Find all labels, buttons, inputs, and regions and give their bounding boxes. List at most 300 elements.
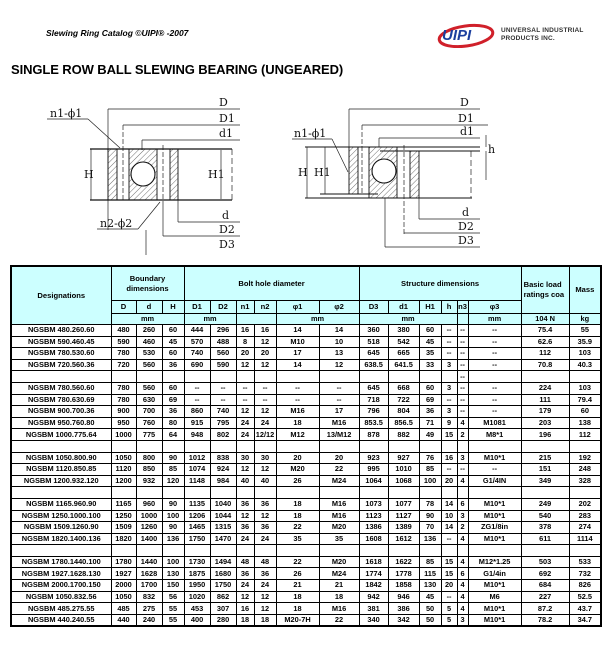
cell-value: -- bbox=[457, 406, 468, 418]
cell-value bbox=[254, 545, 276, 557]
cell-value: 111 bbox=[521, 394, 569, 406]
col-d: d bbox=[136, 301, 162, 314]
cell-value: 45 bbox=[419, 591, 441, 603]
cell-value: 1875 bbox=[184, 568, 210, 580]
cell-value: 45 bbox=[419, 336, 441, 348]
cell-value: 36 bbox=[236, 522, 254, 534]
cell-value: -- bbox=[457, 359, 468, 371]
cell-value: 4 bbox=[457, 591, 468, 603]
cell-designation: NGSBM 1050.800.90 bbox=[11, 452, 111, 464]
unit-structure: mm bbox=[359, 314, 457, 325]
cell-value: 950 bbox=[111, 417, 136, 429]
cell-value: 10 bbox=[319, 336, 359, 348]
unit-n3 bbox=[457, 314, 468, 325]
cell-value: 802 bbox=[210, 429, 236, 441]
cell-value bbox=[419, 371, 441, 383]
cell-value: -- bbox=[457, 394, 468, 406]
cell-value bbox=[441, 440, 457, 452]
cell-value: 283 bbox=[569, 510, 601, 522]
cell-value: 36 bbox=[162, 406, 184, 418]
cell-value: M20 bbox=[319, 556, 359, 568]
cell-value: 1010 bbox=[388, 464, 419, 476]
cell-value: 1612 bbox=[388, 533, 419, 545]
cell-value: 40 bbox=[236, 475, 254, 487]
cell-value: 12 bbox=[236, 510, 254, 522]
cell-value: 18 bbox=[276, 603, 319, 615]
cell-value: 40 bbox=[254, 475, 276, 487]
cell-value: 360 bbox=[359, 325, 388, 337]
header-designations: Designations bbox=[11, 266, 111, 325]
cell-value: 69 bbox=[162, 394, 184, 406]
cell-designation: NGSBM 1509.1260.90 bbox=[11, 522, 111, 534]
cell-value: 14 bbox=[276, 325, 319, 337]
cell-value bbox=[236, 487, 254, 499]
cell-value: 26 bbox=[276, 568, 319, 580]
cell-value bbox=[111, 487, 136, 499]
cell-value: 18 bbox=[276, 510, 319, 522]
cell-value: 850 bbox=[136, 464, 162, 476]
cell-value: 36 bbox=[419, 406, 441, 418]
cell-value bbox=[388, 545, 419, 557]
cell-value: M6 bbox=[468, 591, 521, 603]
table-row bbox=[11, 498, 601, 510]
cell-value: 1127 bbox=[388, 510, 419, 522]
cell-value: 1135 bbox=[184, 498, 210, 510]
cell-value bbox=[210, 440, 236, 452]
cell-value: 12 bbox=[254, 591, 276, 603]
cell-value: 20 bbox=[254, 348, 276, 360]
cell-value: 1123 bbox=[359, 510, 388, 522]
cell-value: 130 bbox=[162, 568, 184, 580]
cell-value: 249 bbox=[521, 498, 569, 510]
col-D: D bbox=[111, 301, 136, 314]
logo-line2: PRODUCTS INC. bbox=[501, 34, 555, 42]
cell-value bbox=[184, 440, 210, 452]
cell-value: 36 bbox=[236, 568, 254, 580]
cell-designation: NGSBM 1820.1400.136 bbox=[11, 533, 111, 545]
cell-value: 1780 bbox=[111, 556, 136, 568]
cell-value bbox=[441, 545, 457, 557]
cell-value: 485 bbox=[111, 603, 136, 615]
cell-value: 115 bbox=[419, 568, 441, 580]
cell-designation: NGSBM 480.260.60 bbox=[11, 325, 111, 337]
cell-value: M12*1.25 bbox=[468, 556, 521, 568]
table-row bbox=[11, 336, 601, 348]
cell-designation bbox=[11, 545, 111, 557]
cell-value bbox=[254, 487, 276, 499]
cell-value bbox=[136, 371, 162, 383]
cell-value: M1081 bbox=[468, 417, 521, 429]
cell-value: 1050 bbox=[111, 452, 136, 464]
cell-value bbox=[276, 371, 319, 383]
cell-value: 1927 bbox=[111, 568, 136, 580]
cell-value: 984 bbox=[210, 475, 236, 487]
cell-value: 20 bbox=[441, 475, 457, 487]
cell-value: 70.8 bbox=[521, 359, 569, 371]
cell-value: 900 bbox=[111, 406, 136, 418]
col-phi1: φ1 bbox=[276, 301, 319, 314]
cell-value: 75.4 bbox=[521, 325, 569, 337]
header-bolt-hole-diameter: Bolt hole diameter bbox=[184, 266, 359, 301]
table-row bbox=[11, 603, 601, 615]
cell-value bbox=[468, 545, 521, 557]
cell-value: 87.2 bbox=[521, 603, 569, 615]
cell-value: -- bbox=[441, 325, 457, 337]
cell-value: M10*1 bbox=[468, 498, 521, 510]
cell-value bbox=[236, 440, 254, 452]
cell-value: 1700 bbox=[136, 580, 162, 592]
cell-value: 55 bbox=[162, 614, 184, 626]
col-H: H bbox=[162, 301, 184, 314]
cell-value: 62.6 bbox=[521, 336, 569, 348]
cell-value: 590 bbox=[111, 336, 136, 348]
cell-value: 1774 bbox=[359, 568, 388, 580]
cell-value: 196 bbox=[521, 429, 569, 441]
cell-value: 35 bbox=[276, 533, 319, 545]
cell-value: 90 bbox=[162, 498, 184, 510]
cell-value: 780 bbox=[111, 382, 136, 394]
cell-value: 1608 bbox=[359, 533, 388, 545]
cell-value: -- bbox=[457, 336, 468, 348]
cell-value: M10*1 bbox=[468, 614, 521, 626]
cell-value: 1000 bbox=[136, 510, 162, 522]
cell-value: 60 bbox=[419, 325, 441, 337]
cell-value bbox=[388, 487, 419, 499]
cell-value: 90 bbox=[419, 510, 441, 522]
cell-value: 22 bbox=[276, 556, 319, 568]
cell-value: 923 bbox=[359, 452, 388, 464]
cell-value: 100 bbox=[162, 556, 184, 568]
cell-value bbox=[457, 487, 468, 499]
header-boundary-dimensions: Boundary dimensions bbox=[111, 266, 184, 301]
cell-designation: NGSBM 1250.1000.100 bbox=[11, 510, 111, 522]
cell-value bbox=[521, 440, 569, 452]
cell-value: 15 bbox=[441, 429, 457, 441]
label-n1-phi1: n1-ϕ1 bbox=[50, 107, 83, 120]
cell-value: 21 bbox=[276, 580, 319, 592]
cell-value: 24 bbox=[236, 580, 254, 592]
cell-value: 453 bbox=[184, 603, 210, 615]
cell-designation bbox=[11, 371, 111, 383]
cell-value bbox=[162, 487, 184, 499]
cell-designation: NGSBM 1200.932.120 bbox=[11, 475, 111, 487]
cell-value: 1020 bbox=[184, 591, 210, 603]
cell-value: 280 bbox=[210, 614, 236, 626]
cell-value: 570 bbox=[184, 336, 210, 348]
cell-value: 853.5 bbox=[359, 417, 388, 429]
unit-bolt-phi: mm bbox=[276, 314, 359, 325]
cell-value: -- bbox=[457, 371, 468, 383]
cell-value: -- bbox=[441, 336, 457, 348]
cell-designation: NGSBM 485.275.55 bbox=[11, 603, 111, 615]
cell-value: 1206 bbox=[184, 510, 210, 522]
cell-value: 3 bbox=[441, 382, 457, 394]
cell-value: -- bbox=[210, 394, 236, 406]
cell-value: 35.9 bbox=[569, 336, 601, 348]
table-row-spacer bbox=[11, 440, 601, 452]
label-H: H bbox=[298, 166, 308, 179]
cell-value: 6 bbox=[457, 498, 468, 510]
cell-value: -- bbox=[441, 591, 457, 603]
cell-value: -- bbox=[468, 464, 521, 476]
cell-value: 12 bbox=[254, 510, 276, 522]
cell-value bbox=[419, 487, 441, 499]
col-h: h bbox=[441, 301, 457, 314]
table-body bbox=[11, 325, 601, 627]
cell-value bbox=[276, 440, 319, 452]
cell-value: 1950 bbox=[184, 580, 210, 592]
cell-value: 503 bbox=[521, 556, 569, 568]
cell-value: M12 bbox=[276, 429, 319, 441]
cell-value: M20-7H bbox=[276, 614, 319, 626]
cell-value: 540 bbox=[521, 510, 569, 522]
unit-boundary: mm bbox=[111, 314, 184, 325]
cell-value: 151 bbox=[521, 464, 569, 476]
cell-value: 18 bbox=[276, 498, 319, 510]
cell-value: 20 bbox=[236, 348, 254, 360]
cell-value: M20 bbox=[276, 464, 319, 476]
cell-value: 480 bbox=[111, 325, 136, 337]
cell-value: 22 bbox=[319, 464, 359, 476]
cell-value: 1440 bbox=[136, 556, 162, 568]
unit-phi3: mm bbox=[468, 314, 521, 325]
cell-value: 3 bbox=[457, 510, 468, 522]
label-n1-phi1: n1-ϕ1 bbox=[294, 127, 327, 140]
cell-value: 4 bbox=[457, 417, 468, 429]
cell-value bbox=[184, 545, 210, 557]
cell-value: 882 bbox=[388, 429, 419, 441]
cell-value: -- bbox=[468, 336, 521, 348]
cell-value: 5 bbox=[441, 614, 457, 626]
label-D2: D2 bbox=[219, 223, 235, 236]
col-phi2: φ2 bbox=[319, 301, 359, 314]
table-row bbox=[11, 533, 601, 545]
cell-value: -- bbox=[468, 348, 521, 360]
cell-value: 274 bbox=[569, 522, 601, 534]
cell-value: -- bbox=[441, 348, 457, 360]
cell-value: 43.7 bbox=[569, 603, 601, 615]
cell-value: 700 bbox=[136, 406, 162, 418]
col-d1: d1 bbox=[388, 301, 419, 314]
cell-value bbox=[136, 545, 162, 557]
cell-value: M10 bbox=[276, 336, 319, 348]
cell-value: -- bbox=[319, 394, 359, 406]
cell-value: 60 bbox=[162, 348, 184, 360]
cell-value: 85 bbox=[162, 464, 184, 476]
cell-value bbox=[359, 440, 388, 452]
cell-value: 55 bbox=[162, 603, 184, 615]
cell-value: -- bbox=[441, 533, 457, 545]
cell-value bbox=[236, 371, 254, 383]
table-row bbox=[11, 417, 601, 429]
label-H: H bbox=[84, 168, 94, 181]
cell-value: 740 bbox=[184, 348, 210, 360]
cell-value: -- bbox=[457, 348, 468, 360]
cell-value: 179 bbox=[521, 406, 569, 418]
cell-value bbox=[162, 440, 184, 452]
header-mass: Mass bbox=[569, 266, 601, 314]
cell-value: 1077 bbox=[388, 498, 419, 510]
cell-value: 3 bbox=[441, 359, 457, 371]
cell-value bbox=[210, 545, 236, 557]
cell-value: 136 bbox=[419, 533, 441, 545]
cell-value: 1114 bbox=[569, 533, 601, 545]
cell-value: 1068 bbox=[388, 475, 419, 487]
cell-value: 192 bbox=[569, 452, 601, 464]
cell-value: 16 bbox=[441, 452, 457, 464]
cell-value: 12 bbox=[319, 359, 359, 371]
cell-value: 36 bbox=[254, 568, 276, 580]
cell-value: 960 bbox=[136, 498, 162, 510]
cell-value: M16 bbox=[276, 406, 319, 418]
cell-value: 4 bbox=[457, 580, 468, 592]
cell-value: 1315 bbox=[210, 522, 236, 534]
table-row bbox=[11, 522, 601, 534]
cell-value: M16 bbox=[319, 417, 359, 429]
cell-value: -- bbox=[236, 382, 254, 394]
col-D2: D2 bbox=[210, 301, 236, 314]
unit-load: 104 N bbox=[521, 314, 569, 325]
cell-designation: NGSBM 950.760.80 bbox=[11, 417, 111, 429]
cell-value: 1000 bbox=[111, 429, 136, 441]
cell-value bbox=[457, 440, 468, 452]
cell-value: 1858 bbox=[388, 580, 419, 592]
cell-value: 12 bbox=[236, 406, 254, 418]
cell-value: -- bbox=[276, 382, 319, 394]
cell-value: 35 bbox=[319, 533, 359, 545]
cell-value: 18 bbox=[254, 614, 276, 626]
cell-value: 69 bbox=[419, 394, 441, 406]
cell-value: 720 bbox=[111, 359, 136, 371]
cell-value: 349 bbox=[521, 475, 569, 487]
table-row-spacer bbox=[11, 545, 601, 557]
table-row bbox=[11, 464, 601, 476]
cell-value: 12 bbox=[236, 359, 254, 371]
cell-value: 722 bbox=[388, 394, 419, 406]
cell-value: -- bbox=[468, 394, 521, 406]
cell-value: 30 bbox=[254, 452, 276, 464]
label-D3: D3 bbox=[458, 234, 474, 247]
cell-value: 1400 bbox=[136, 533, 162, 545]
cell-designation: NGSBM 590.460.45 bbox=[11, 336, 111, 348]
cell-value: 444 bbox=[184, 325, 210, 337]
table-row bbox=[11, 568, 601, 580]
cell-value: 645 bbox=[359, 382, 388, 394]
cell-value: 1250 bbox=[111, 510, 136, 522]
cell-value: G1/4in bbox=[468, 568, 521, 580]
cell-designation bbox=[11, 487, 111, 499]
table-row-spacer bbox=[11, 487, 601, 499]
cell-value: 775 bbox=[136, 429, 162, 441]
cell-value: 826 bbox=[569, 580, 601, 592]
cell-value: M10*1 bbox=[468, 580, 521, 592]
cell-value: 718 bbox=[359, 394, 388, 406]
cell-value: 18 bbox=[319, 591, 359, 603]
cell-value: 4 bbox=[457, 533, 468, 545]
cell-value: -- bbox=[210, 382, 236, 394]
cell-value: 103 bbox=[569, 348, 601, 360]
cell-value: 55 bbox=[569, 325, 601, 337]
cell-value: 12 bbox=[254, 406, 276, 418]
cell-value: 138 bbox=[569, 417, 601, 429]
cell-value: 533 bbox=[569, 556, 601, 568]
cell-value: 52.5 bbox=[569, 591, 601, 603]
cell-value: 878 bbox=[359, 429, 388, 441]
unit-mass: kg bbox=[569, 314, 601, 325]
cell-value: 381 bbox=[359, 603, 388, 615]
cell-value: M16 bbox=[319, 510, 359, 522]
cell-value: 40.3 bbox=[569, 359, 601, 371]
table-row bbox=[11, 406, 601, 418]
cell-value: 13 bbox=[319, 348, 359, 360]
cell-value: 20 bbox=[441, 580, 457, 592]
cell-value: 2 bbox=[457, 429, 468, 441]
cell-value: 1730 bbox=[184, 556, 210, 568]
cell-value bbox=[521, 371, 569, 383]
cell-value: 942 bbox=[359, 591, 388, 603]
cell-designation: NGSBM 1165.960.90 bbox=[11, 498, 111, 510]
cell-value: 380 bbox=[388, 325, 419, 337]
cell-value: -- bbox=[254, 382, 276, 394]
cell-value: 732 bbox=[569, 568, 601, 580]
cell-designation: NGSBM 780.560.60 bbox=[11, 382, 111, 394]
cell-value: M8*1 bbox=[468, 429, 521, 441]
cell-value: 80 bbox=[162, 417, 184, 429]
cell-value: 14 bbox=[276, 359, 319, 371]
cell-value: 488 bbox=[210, 336, 236, 348]
cell-value: 440 bbox=[111, 614, 136, 626]
cell-value: 1778 bbox=[388, 568, 419, 580]
cell-value: 24 bbox=[254, 533, 276, 545]
cell-value: 16 bbox=[236, 325, 254, 337]
cell-value: 3 bbox=[457, 614, 468, 626]
cell-value: 1470 bbox=[210, 533, 236, 545]
cell-value: 641.5 bbox=[388, 359, 419, 371]
table-row bbox=[11, 556, 601, 568]
cell-value bbox=[162, 371, 184, 383]
cell-designation: NGSBM 720.560.36 bbox=[11, 359, 111, 371]
cell-value: 48 bbox=[254, 556, 276, 568]
cell-value: 946 bbox=[388, 591, 419, 603]
cell-value: 17 bbox=[319, 406, 359, 418]
cell-value: 78 bbox=[419, 498, 441, 510]
cell-value: 76 bbox=[419, 452, 441, 464]
cell-value bbox=[210, 487, 236, 499]
cell-value bbox=[184, 487, 210, 499]
cell-value: 14 bbox=[441, 498, 457, 510]
cell-value: 15 bbox=[441, 568, 457, 580]
cell-value: G1/4IN bbox=[468, 475, 521, 487]
cell-value: 16 bbox=[236, 603, 254, 615]
label-D2: D2 bbox=[458, 220, 474, 233]
cell-value: 48 bbox=[236, 556, 254, 568]
table-row bbox=[11, 429, 601, 441]
cell-value bbox=[111, 440, 136, 452]
cell-value: 22 bbox=[319, 614, 359, 626]
cell-value: 12 bbox=[236, 591, 254, 603]
cell-value: 24 bbox=[236, 533, 254, 545]
cell-value: 590 bbox=[210, 359, 236, 371]
cell-value: 13/M12 bbox=[319, 429, 359, 441]
cell-value: 12 bbox=[254, 336, 276, 348]
table-row bbox=[11, 452, 601, 464]
cell-value: 995 bbox=[359, 464, 388, 476]
cell-value: 4 bbox=[457, 603, 468, 615]
cell-value bbox=[210, 371, 236, 383]
label-D1: D1 bbox=[219, 112, 235, 125]
cell-value: 103 bbox=[569, 382, 601, 394]
cell-value: 50 bbox=[419, 614, 441, 626]
